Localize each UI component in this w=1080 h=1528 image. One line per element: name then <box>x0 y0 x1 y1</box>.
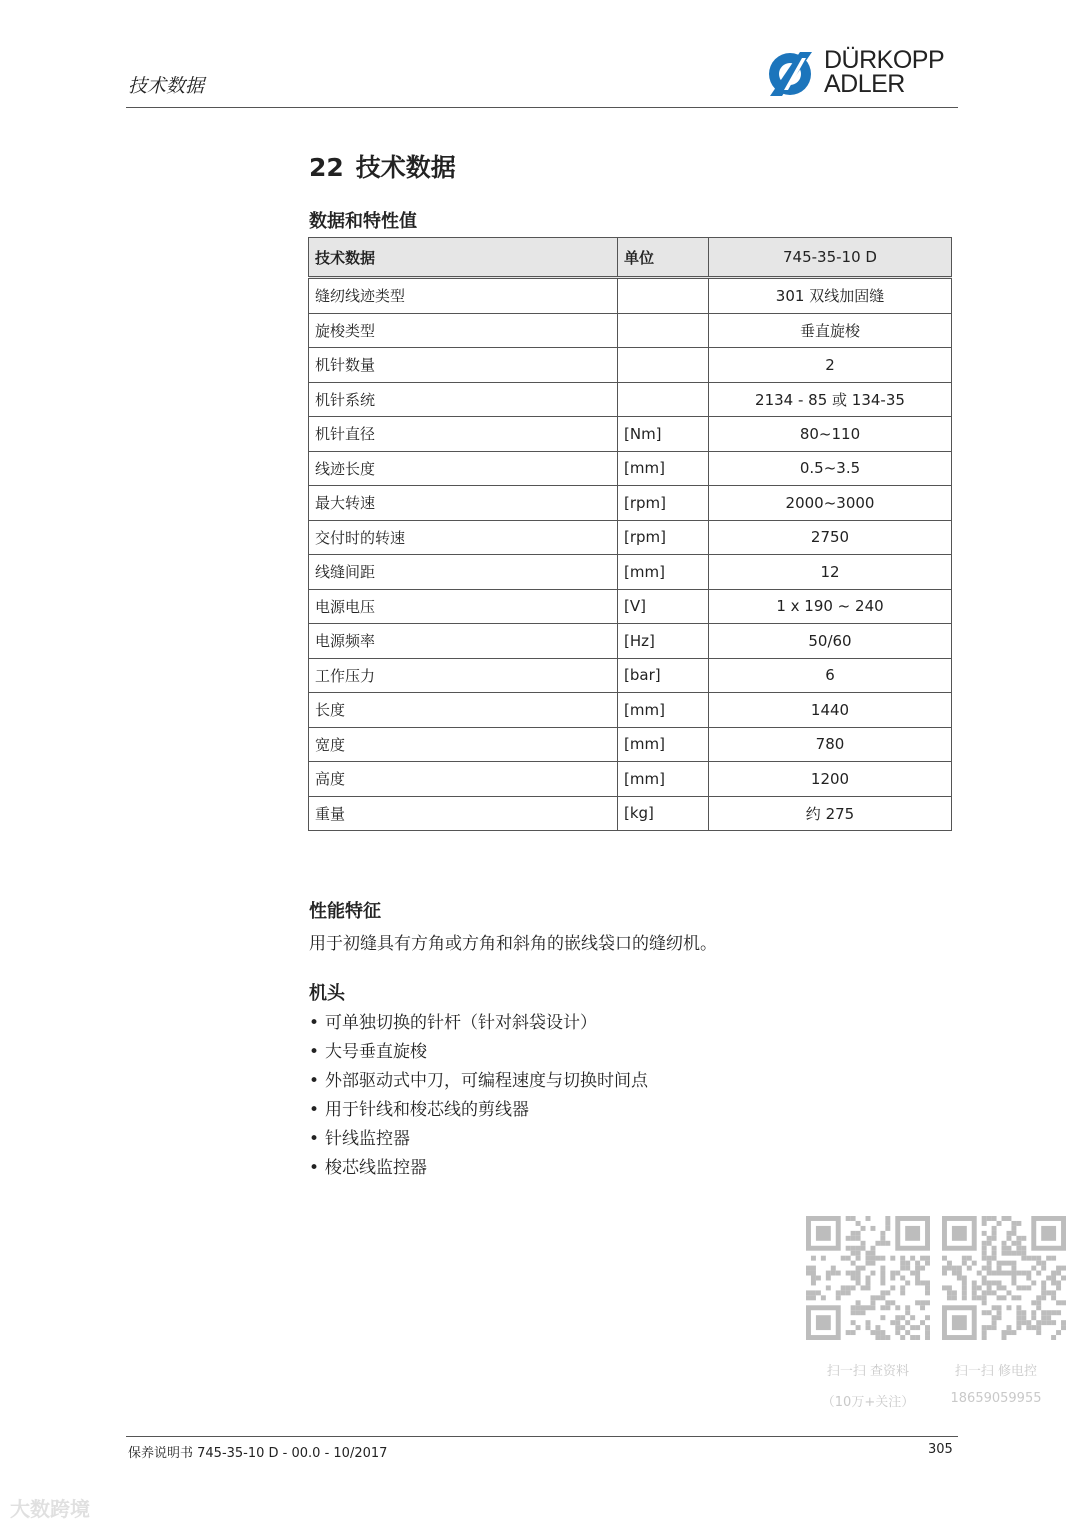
table-cell <box>618 348 709 383</box>
table-cell: 交付时的转速 <box>309 520 618 555</box>
list-item-text: 梭芯线监控器 <box>325 1158 427 1178</box>
table-cell: 重量 <box>309 796 618 831</box>
chapter-heading <box>309 148 456 184</box>
list-item <box>309 1154 648 1183</box>
table-cell: [Nm] <box>618 417 709 452</box>
table-cell: 最大转速 <box>309 486 618 521</box>
footer-page-number: 305 <box>928 1442 953 1457</box>
table-row <box>309 313 952 348</box>
table-cell: 2134 - 85 或 134-35 <box>709 382 952 417</box>
table-cell: [mm] <box>618 727 709 762</box>
table-cell: 线缝间距 <box>309 555 618 590</box>
table-row <box>309 589 952 624</box>
table-cell: 工作压力 <box>309 658 618 693</box>
list-item-text: 大号垂直旋梭 <box>325 1042 427 1062</box>
footer-rule <box>126 1436 958 1437</box>
table-cell: 1440 <box>709 693 952 728</box>
table-cell: 1 x 190 ~ 240 <box>709 589 952 624</box>
table-cell: 机针系统 <box>309 382 618 417</box>
table-cell: 780 <box>709 727 952 762</box>
table-cell: 缝纫线迹类型 <box>309 278 618 314</box>
table-row <box>309 382 952 417</box>
table-cell: 2750 <box>709 520 952 555</box>
table-row <box>309 727 952 762</box>
table-row <box>309 451 952 486</box>
chapter-title: 技术数据 <box>355 153 456 182</box>
head-feature-list <box>309 1009 648 1183</box>
list-item <box>309 1125 648 1154</box>
table-row <box>309 796 952 831</box>
performance-text: 用于初缝具有方角或方角和斜角的嵌线袋口的缝纫机。 <box>309 934 717 954</box>
durkopp-adler-logo <box>762 48 962 100</box>
footer-doc-info: 保养说明书 745-35-10 D - 00.0 - 10/2017 <box>128 1446 388 1461</box>
list-item-text: 针线监控器 <box>325 1129 410 1149</box>
list-item <box>309 1096 648 1125</box>
table-row <box>309 658 952 693</box>
bullet-icon: • <box>309 1129 320 1149</box>
table-cell: 宽度 <box>309 727 618 762</box>
table-cell <box>618 382 709 417</box>
table-cell: 约 275 <box>709 796 952 831</box>
head-title: 机头 <box>309 983 345 1004</box>
bullet-icon: • <box>309 1013 320 1033</box>
table-cell: 1200 <box>709 762 952 797</box>
table-cell <box>618 278 709 314</box>
table-header-cell: 技术数据 <box>309 238 618 278</box>
list-item-text: 用于针线和梭芯线的剪线器 <box>325 1100 529 1120</box>
qr-code-right <box>942 1216 1066 1340</box>
table-cell: [bar] <box>618 658 709 693</box>
table-cell: [mm] <box>618 555 709 590</box>
table-cell: [mm] <box>618 693 709 728</box>
table-cell: 机针数量 <box>309 348 618 383</box>
list-item-text: 可单独切换的针杆（针对斜袋设计） <box>325 1013 597 1033</box>
table-cell: 6 <box>709 658 952 693</box>
table-row <box>309 555 952 590</box>
table-row <box>309 278 952 314</box>
bullet-icon: • <box>309 1042 320 1062</box>
bullet-icon: • <box>309 1071 320 1091</box>
table-cell: 50/60 <box>709 624 952 659</box>
table-section-title: 数据和特性值 <box>309 211 417 232</box>
logo-text-line1: DÜRKOPP <box>824 46 945 74</box>
qr-left-caption: 扫一扫 查资料 <box>826 1364 910 1379</box>
qr-code-left <box>806 1216 930 1340</box>
header-title: 技术数据 <box>128 75 205 97</box>
chapter-number: 22 <box>309 153 344 182</box>
table-cell: 12 <box>709 555 952 590</box>
table-cell: [mm] <box>618 451 709 486</box>
table-cell: 电源频率 <box>309 624 618 659</box>
table-cell: [rpm] <box>618 520 709 555</box>
table-header-row <box>309 238 952 278</box>
performance-title: 性能特征 <box>309 901 381 922</box>
table-cell: 线迹长度 <box>309 451 618 486</box>
logo-text-line2: ADLER <box>824 70 905 98</box>
table-cell: 301 双线加固缝 <box>709 278 952 314</box>
list-item <box>309 1009 648 1038</box>
table-row <box>309 417 952 452</box>
table-row <box>309 348 952 383</box>
logo-mark-icon <box>762 50 820 98</box>
table-cell: [mm] <box>618 762 709 797</box>
table-cell: 旋梭类型 <box>309 313 618 348</box>
table-cell: [rpm] <box>618 486 709 521</box>
table-row <box>309 486 952 521</box>
list-item <box>309 1067 648 1096</box>
qr-right-caption-sub: 18659059955 <box>950 1391 1042 1406</box>
table-cell: 机针直径 <box>309 417 618 452</box>
table-cell: 0.5~3.5 <box>709 451 952 486</box>
watermark: 大数跨境 <box>10 1497 90 1521</box>
qr-left-caption-sub: （10万+关注） <box>821 1395 915 1410</box>
specs-table <box>308 237 952 831</box>
list-item-text: 外部驱动式中刀，可编程速度与切换时间点 <box>325 1071 648 1091</box>
table-cell: 电源电压 <box>309 589 618 624</box>
bullet-icon: • <box>309 1158 320 1178</box>
table-cell: 80~110 <box>709 417 952 452</box>
table-cell: 长度 <box>309 693 618 728</box>
table-row <box>309 624 952 659</box>
table-cell: 2000~3000 <box>709 486 952 521</box>
table-row <box>309 520 952 555</box>
table-header-cell: 745-35-10 D <box>709 238 952 278</box>
list-item <box>309 1038 648 1067</box>
table-cell: [Hz] <box>618 624 709 659</box>
table-cell: [V] <box>618 589 709 624</box>
table-row <box>309 693 952 728</box>
table-cell: 2 <box>709 348 952 383</box>
table-cell <box>618 313 709 348</box>
table-row <box>309 762 952 797</box>
table-cell: 垂直旋梭 <box>709 313 952 348</box>
table-header-cell: 单位 <box>618 238 709 278</box>
bullet-icon: • <box>309 1100 320 1120</box>
table-cell: 高度 <box>309 762 618 797</box>
qr-right-caption: 扫一扫 修电控 <box>954 1364 1038 1379</box>
table-cell: [kg] <box>618 796 709 831</box>
header-rule <box>126 107 958 108</box>
